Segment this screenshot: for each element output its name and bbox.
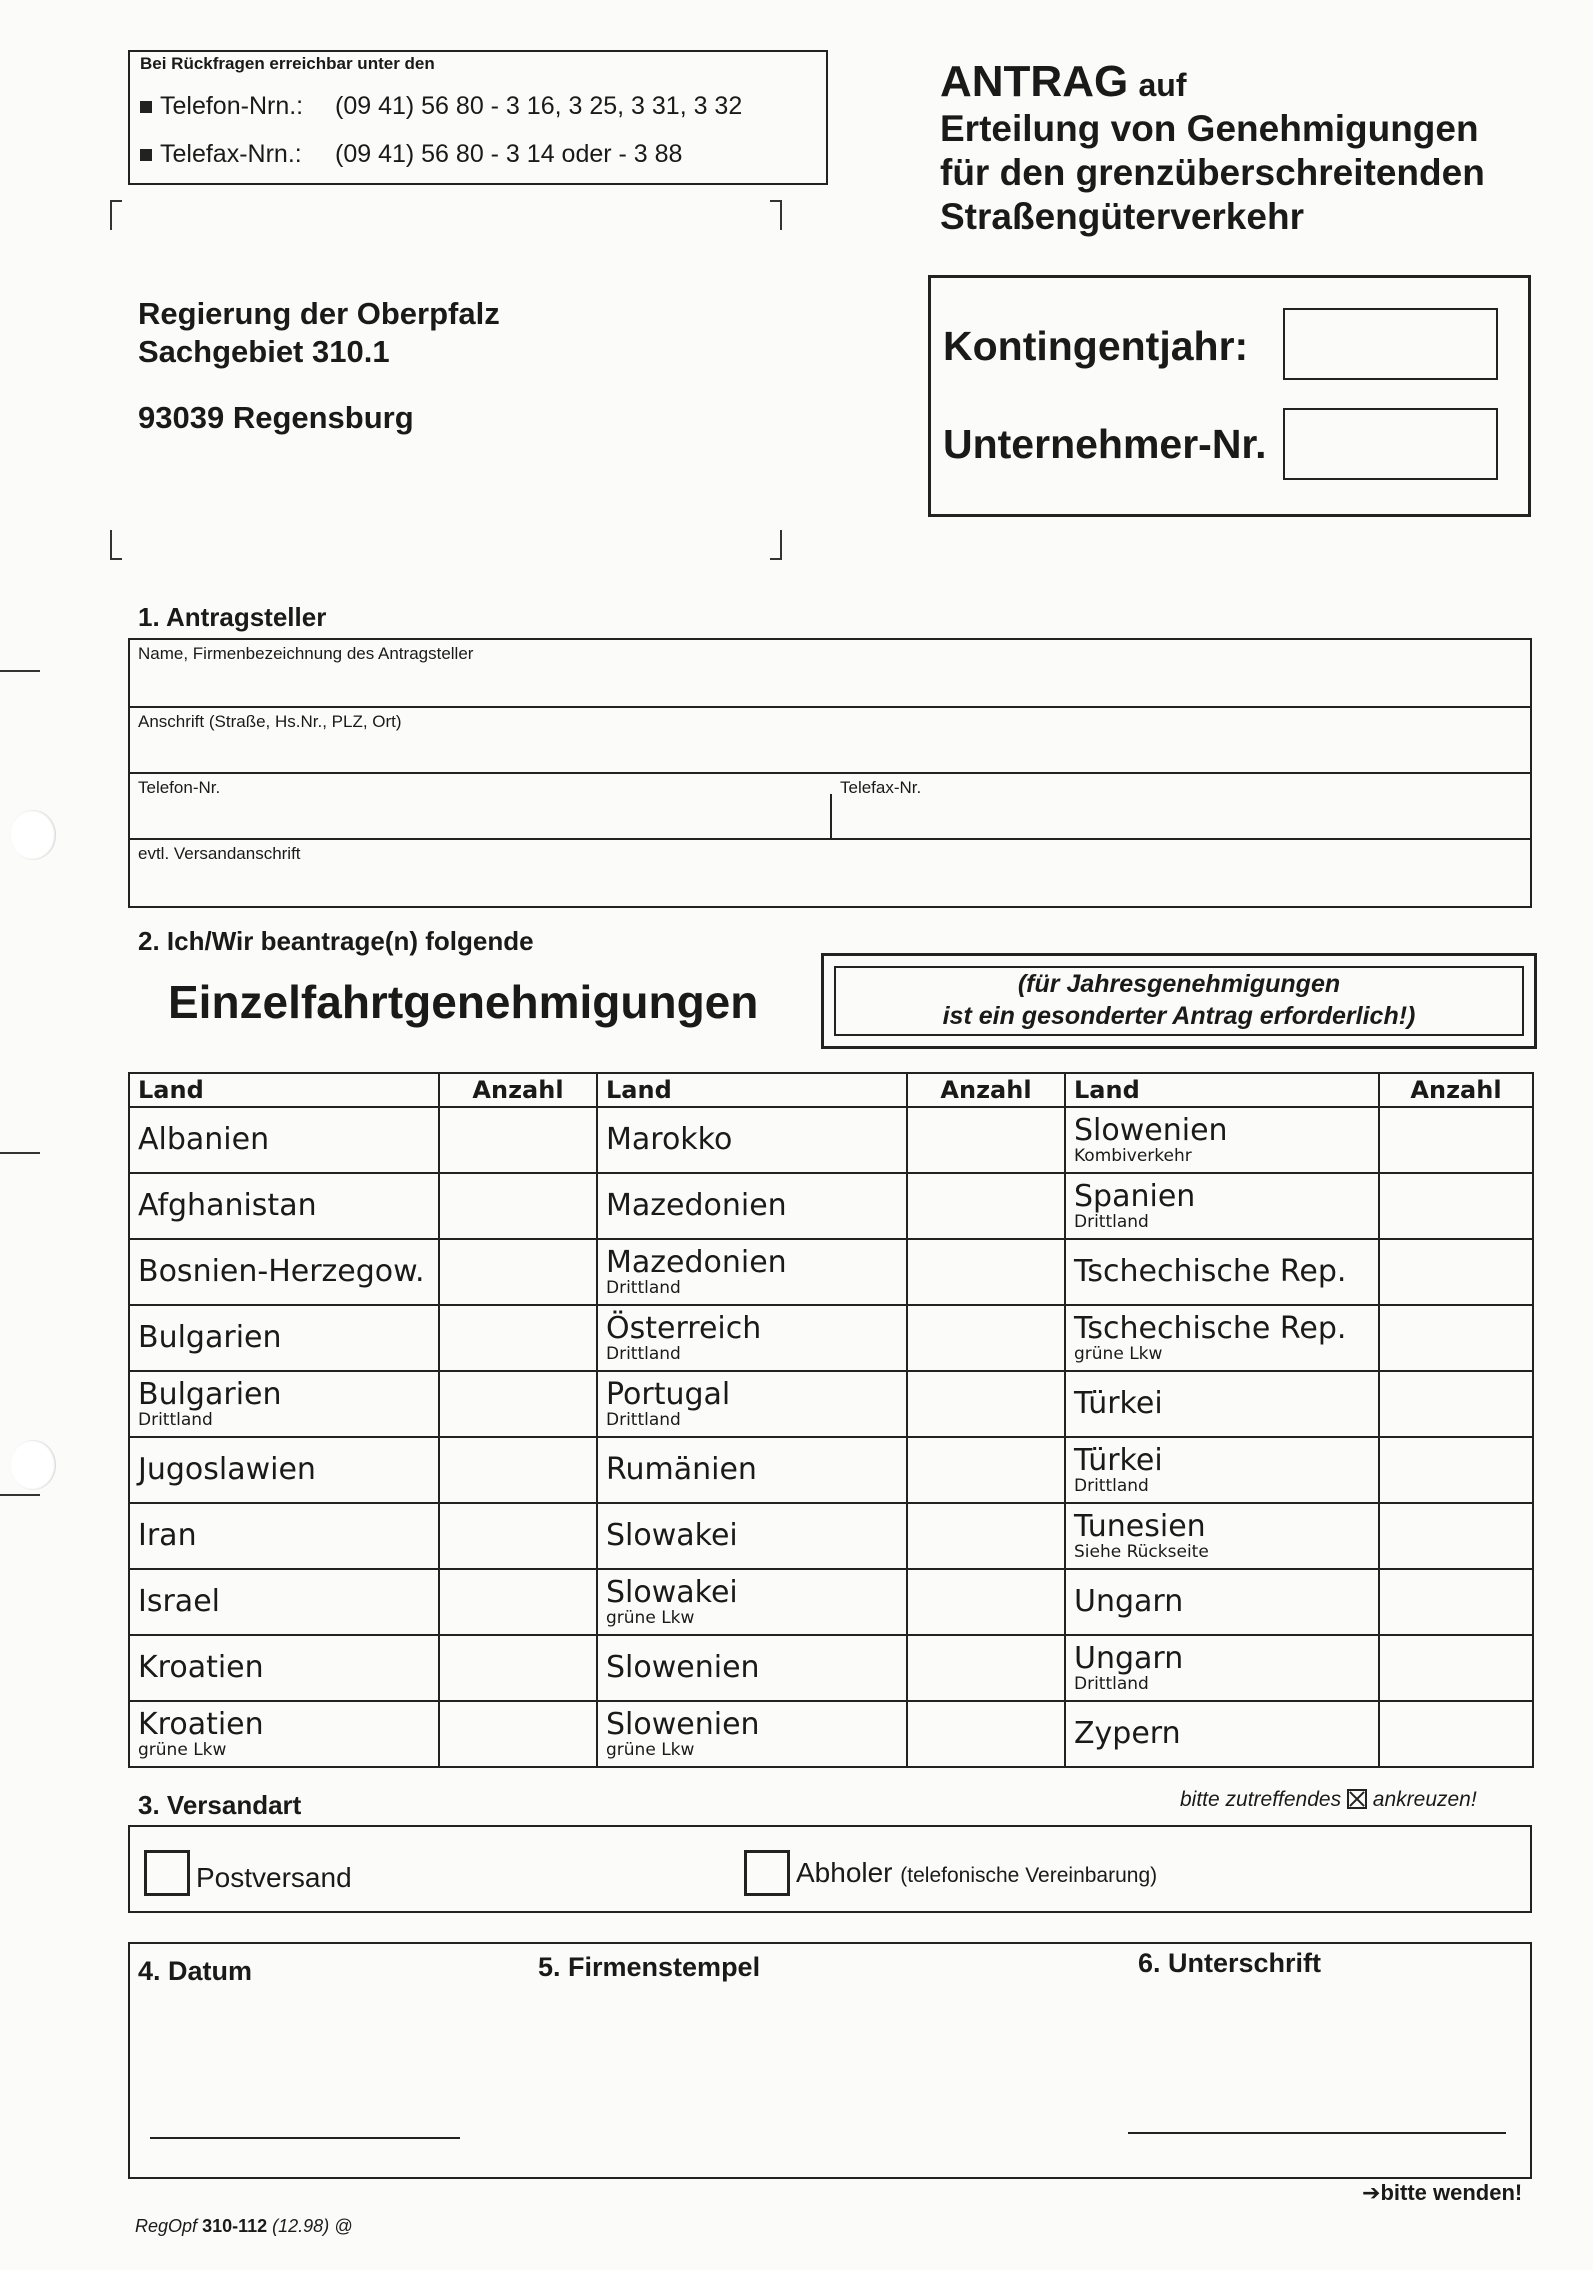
shipping-address-field[interactable] xyxy=(130,840,1530,906)
address-line: Regierung der Oberpfalz xyxy=(138,296,500,331)
signature-box xyxy=(128,1942,1532,2179)
address-field[interactable] xyxy=(130,708,1530,774)
shipping-address-label: evtl. Versandanschrift xyxy=(138,844,301,863)
country-cell xyxy=(1065,1239,1379,1305)
country-name: Kroatien xyxy=(138,1707,264,1742)
country-cell xyxy=(597,1173,907,1239)
fax-field-label: Telefax-Nr. xyxy=(840,778,922,797)
country-qualifier: grüne Lkw xyxy=(138,1740,227,1760)
country-name: Ungarn xyxy=(1074,1641,1184,1676)
country-cell xyxy=(597,1371,907,1437)
recipient-address xyxy=(138,295,500,437)
phone-field-label: Telefon-Nr. xyxy=(138,778,221,797)
column-header-anzahl: Anzahl xyxy=(907,1073,1065,1107)
country-cell xyxy=(597,1305,907,1371)
abholer-note: (telefonische Vereinbarung) xyxy=(900,1864,1158,1887)
table-row xyxy=(129,1635,1533,1701)
country-name: Tschechische Rep. xyxy=(1074,1311,1347,1346)
country-cell xyxy=(129,1569,439,1635)
table-row xyxy=(129,1437,1533,1503)
hint-text: ankreuzen! xyxy=(1372,1788,1477,1811)
fax-label: Telefax-Nrn.: xyxy=(160,140,302,168)
fax-value: (09 41) 56 80 - 3 14 oder - 3 88 xyxy=(335,140,683,168)
country-qualifier: grüne Lkw xyxy=(606,1608,695,1628)
country-cell xyxy=(129,1437,439,1503)
country-name: Slowenien xyxy=(1074,1113,1228,1148)
country-qualifier: Drittland xyxy=(606,1344,681,1364)
anzahl-input-cell[interactable] xyxy=(1379,1239,1533,1305)
anzahl-input-cell[interactable] xyxy=(439,1239,597,1305)
abholer-checkbox[interactable] xyxy=(744,1850,790,1896)
title-word: auf xyxy=(1138,67,1187,103)
anzahl-input-cell[interactable] xyxy=(439,1107,597,1173)
country-qualifier: Kombiverkehr xyxy=(1074,1146,1192,1166)
phone-value: (09 41) 56 80 - 3 16, 3 25, 3 31, 3 32 xyxy=(335,92,743,120)
country-name: Österreich xyxy=(606,1311,762,1346)
country-name: Slowenien xyxy=(606,1707,760,1742)
anzahl-input-cell[interactable] xyxy=(907,1107,1065,1173)
country-cell xyxy=(129,1305,439,1371)
country-cell xyxy=(1065,1107,1379,1173)
country-name: Afghanistan xyxy=(138,1188,317,1223)
anzahl-input-cell[interactable] xyxy=(439,1635,597,1701)
section-heading-antragsteller: 1. Antragsteller xyxy=(138,602,327,632)
country-qualifier: Drittland xyxy=(1074,1476,1149,1496)
country-name: Spanien xyxy=(1074,1179,1196,1214)
country-cell xyxy=(1065,1635,1379,1701)
country-qualifier: Drittland xyxy=(606,1278,681,1298)
anzahl-input-cell[interactable] xyxy=(1379,1569,1533,1635)
country-cell xyxy=(129,1503,439,1569)
country-name: Slowakei xyxy=(606,1518,738,1553)
title-line: Straßengüterverkehr xyxy=(940,196,1304,237)
window-corner-mark xyxy=(770,200,782,230)
column-header-land: Land xyxy=(597,1073,907,1107)
country-name: Marokko xyxy=(606,1122,733,1157)
abholer-label xyxy=(796,1857,1157,1889)
phone-label: Telefon-Nrn.: xyxy=(160,92,304,120)
country-name: Ungarn xyxy=(1074,1584,1184,1619)
kontingentjahr-label: Kontingentjahr: xyxy=(943,323,1249,369)
anzahl-input-cell[interactable] xyxy=(907,1569,1065,1635)
datum-heading: 4. Datum xyxy=(138,1956,253,1986)
date-line[interactable] xyxy=(150,2137,460,2139)
anzahl-input-cell[interactable] xyxy=(439,1569,597,1635)
country-cell xyxy=(129,1371,439,1437)
country-qualifier: Drittland xyxy=(138,1410,213,1430)
country-qualifier: Siehe Rückseite xyxy=(1074,1542,1209,1562)
country-cell xyxy=(1065,1173,1379,1239)
kontingent-box xyxy=(928,275,1531,517)
column-header-anzahl: Anzahl xyxy=(1379,1073,1533,1107)
country-cell xyxy=(597,1107,907,1173)
anzahl-input-cell[interactable] xyxy=(1379,1107,1533,1173)
arrow-right-icon: ➔ xyxy=(1362,2180,1381,2205)
crossed-box-icon xyxy=(1347,1789,1367,1809)
anzahl-input-cell[interactable] xyxy=(439,1173,597,1239)
anzahl-input-cell[interactable] xyxy=(1379,1503,1533,1569)
field-divider xyxy=(830,794,832,838)
country-cell xyxy=(597,1569,907,1635)
fold-mark xyxy=(0,1494,40,1496)
note-line: ist ein gesonderter Antrag erforderlich!) xyxy=(942,1002,1416,1030)
country-name: Rumänien xyxy=(606,1452,757,1487)
anzahl-input-cell[interactable] xyxy=(439,1503,597,1569)
anzahl-input-cell[interactable] xyxy=(439,1371,597,1437)
country-cell xyxy=(597,1503,907,1569)
applicant-box xyxy=(128,638,1532,908)
form-prefix: RegOpf xyxy=(135,2216,198,2236)
window-corner-mark xyxy=(110,200,122,230)
anzahl-input-cell[interactable] xyxy=(1379,1371,1533,1437)
country-cell xyxy=(129,1701,439,1767)
address-line: Sachgebiet 310.1 xyxy=(138,334,390,369)
postversand-checkbox[interactable] xyxy=(144,1850,190,1896)
country-name: Jugoslawien xyxy=(138,1452,316,1487)
window-corner-mark xyxy=(770,530,782,560)
anzahl-input-cell[interactable] xyxy=(439,1701,597,1767)
window-corner-mark xyxy=(110,530,122,560)
country-name: Iran xyxy=(138,1518,197,1553)
checkbox-hint xyxy=(1180,1788,1477,1812)
country-name: Türkei xyxy=(1074,1386,1163,1421)
country-cell xyxy=(1065,1503,1379,1569)
table-row xyxy=(129,1701,1533,1767)
bullet-icon xyxy=(140,101,152,113)
title-line: für den grenzüberschreitenden xyxy=(940,152,1485,193)
table-row xyxy=(129,1305,1533,1371)
country-name: Mazedonien xyxy=(606,1245,787,1280)
anzahl-input-cell[interactable] xyxy=(907,1503,1065,1569)
country-table xyxy=(128,1072,1534,1768)
anzahl-input-cell[interactable] xyxy=(1379,1173,1533,1239)
punch-hole xyxy=(10,1440,56,1490)
country-name: Portugal xyxy=(606,1377,731,1412)
name-field-label: Name, Firmenbezeichnung des Antragsteller xyxy=(138,644,474,663)
turn-over-text: bitte wenden! xyxy=(1380,2180,1523,2205)
table-row xyxy=(129,1371,1533,1437)
country-name: Tunesien xyxy=(1074,1509,1206,1544)
country-cell xyxy=(129,1173,439,1239)
contact-box xyxy=(128,50,828,185)
country-cell xyxy=(1065,1569,1379,1635)
signature-line[interactable] xyxy=(1128,2132,1506,2134)
country-cell xyxy=(129,1635,439,1701)
einzelfahrt-title: Einzelfahrtgenehmigungen xyxy=(168,976,759,1028)
name-field[interactable] xyxy=(130,640,1530,708)
country-cell xyxy=(597,1239,907,1305)
country-name: Kroatien xyxy=(138,1650,264,1685)
anzahl-input-cell[interactable] xyxy=(907,1371,1065,1437)
country-qualifier: Drittland xyxy=(1074,1212,1149,1232)
form-suffix: (12.98) @ xyxy=(272,2216,353,2236)
anzahl-input-cell[interactable] xyxy=(1379,1635,1533,1701)
country-name: Mazedonien xyxy=(606,1188,787,1223)
abholer-text: Abholer xyxy=(796,1857,893,1888)
country-cell xyxy=(1065,1371,1379,1437)
form-number: 310-112 xyxy=(202,2216,268,2236)
country-name: Albanien xyxy=(138,1122,270,1157)
anzahl-input-cell[interactable] xyxy=(907,1173,1065,1239)
fold-mark xyxy=(0,670,40,672)
column-header-anzahl: Anzahl xyxy=(439,1073,597,1107)
country-name: Slowakei xyxy=(606,1575,738,1610)
country-cell xyxy=(1065,1701,1379,1767)
contact-title: Bei Rückfragen erreichbar unter den xyxy=(140,54,435,73)
table-row xyxy=(129,1173,1533,1239)
anzahl-input-cell[interactable] xyxy=(1379,1305,1533,1371)
country-name: Slowenien xyxy=(606,1650,760,1685)
anzahl-input-cell[interactable] xyxy=(907,1305,1065,1371)
annual-permit-note xyxy=(821,953,1537,1049)
anzahl-input-cell[interactable] xyxy=(439,1305,597,1371)
table-row xyxy=(129,1569,1533,1635)
punch-hole xyxy=(10,810,56,860)
country-name: Bulgarien xyxy=(138,1377,282,1412)
country-name: Türkei xyxy=(1074,1443,1163,1478)
anzahl-input-cell[interactable] xyxy=(907,1239,1065,1305)
unternehmer-nr-input[interactable] xyxy=(1283,408,1498,480)
note-line: (für Jahresgenehmigungen xyxy=(1017,970,1341,998)
anzahl-input-cell[interactable] xyxy=(907,1635,1065,1701)
country-cell xyxy=(129,1239,439,1305)
contact-fax-row xyxy=(140,140,682,169)
anzahl-input-cell[interactable] xyxy=(907,1701,1065,1767)
country-cell xyxy=(1065,1437,1379,1503)
form-code xyxy=(135,2216,352,2237)
country-cell xyxy=(1065,1305,1379,1371)
country-cell xyxy=(597,1635,907,1701)
country-qualifier: Drittland xyxy=(1074,1674,1149,1694)
table-header-row xyxy=(129,1073,1533,1107)
anzahl-input-cell[interactable] xyxy=(1379,1701,1533,1767)
bullet-icon xyxy=(140,149,152,161)
country-name: Bosnien-Herzegow. xyxy=(138,1254,425,1289)
title-line: Erteilung von Genehmigungen xyxy=(940,108,1479,149)
country-name: Zypern xyxy=(1074,1716,1181,1751)
country-cell xyxy=(597,1437,907,1503)
form-title xyxy=(940,57,1540,239)
unternehmer-nr-label: Unternehmer-Nr. xyxy=(943,421,1267,467)
country-qualifier: grüne Lkw xyxy=(606,1740,695,1760)
country-name: Bulgarien xyxy=(138,1320,282,1355)
address-field-label: Anschrift (Straße, Hs.Nr., PLZ, Ort) xyxy=(138,712,402,731)
column-header-land: Land xyxy=(129,1073,439,1107)
country-qualifier: grüne Lkw xyxy=(1074,1344,1163,1364)
column-header-land: Land xyxy=(1065,1073,1379,1107)
title-word: ANTRAG xyxy=(940,57,1129,106)
turn-over-note xyxy=(1362,2180,1522,2206)
unterschrift-heading: 6. Unterschrift xyxy=(1138,1948,1322,1978)
firmenstempel-heading: 5. Firmenstempel xyxy=(538,1952,761,1982)
hint-text: bitte zutreffendes xyxy=(1180,1788,1342,1811)
country-cell xyxy=(597,1701,907,1767)
country-name: Tschechische Rep. xyxy=(1074,1254,1347,1289)
table-row xyxy=(129,1239,1533,1305)
anzahl-input-cell[interactable] xyxy=(1379,1437,1533,1503)
shipping-method-box xyxy=(128,1825,1532,1913)
table-row xyxy=(129,1107,1533,1173)
country-name: Israel xyxy=(138,1584,220,1619)
anzahl-input-cell[interactable] xyxy=(907,1437,1065,1503)
country-qualifier: Drittland xyxy=(606,1410,681,1430)
contact-phone-row xyxy=(140,92,742,121)
kontingentjahr-input[interactable] xyxy=(1283,308,1498,380)
address-line: 93039 Regensburg xyxy=(138,400,414,435)
postversand-label: Postversand xyxy=(196,1862,352,1893)
table-row xyxy=(129,1503,1533,1569)
section-heading-versandart: 3. Versandart xyxy=(138,1790,302,1820)
country-cell xyxy=(129,1107,439,1173)
fold-mark xyxy=(0,1152,40,1154)
section-heading-beantragen: 2. Ich/Wir beantrage(n) folgende xyxy=(138,926,534,956)
anzahl-input-cell[interactable] xyxy=(439,1437,597,1503)
phone-fax-row xyxy=(130,774,1530,840)
